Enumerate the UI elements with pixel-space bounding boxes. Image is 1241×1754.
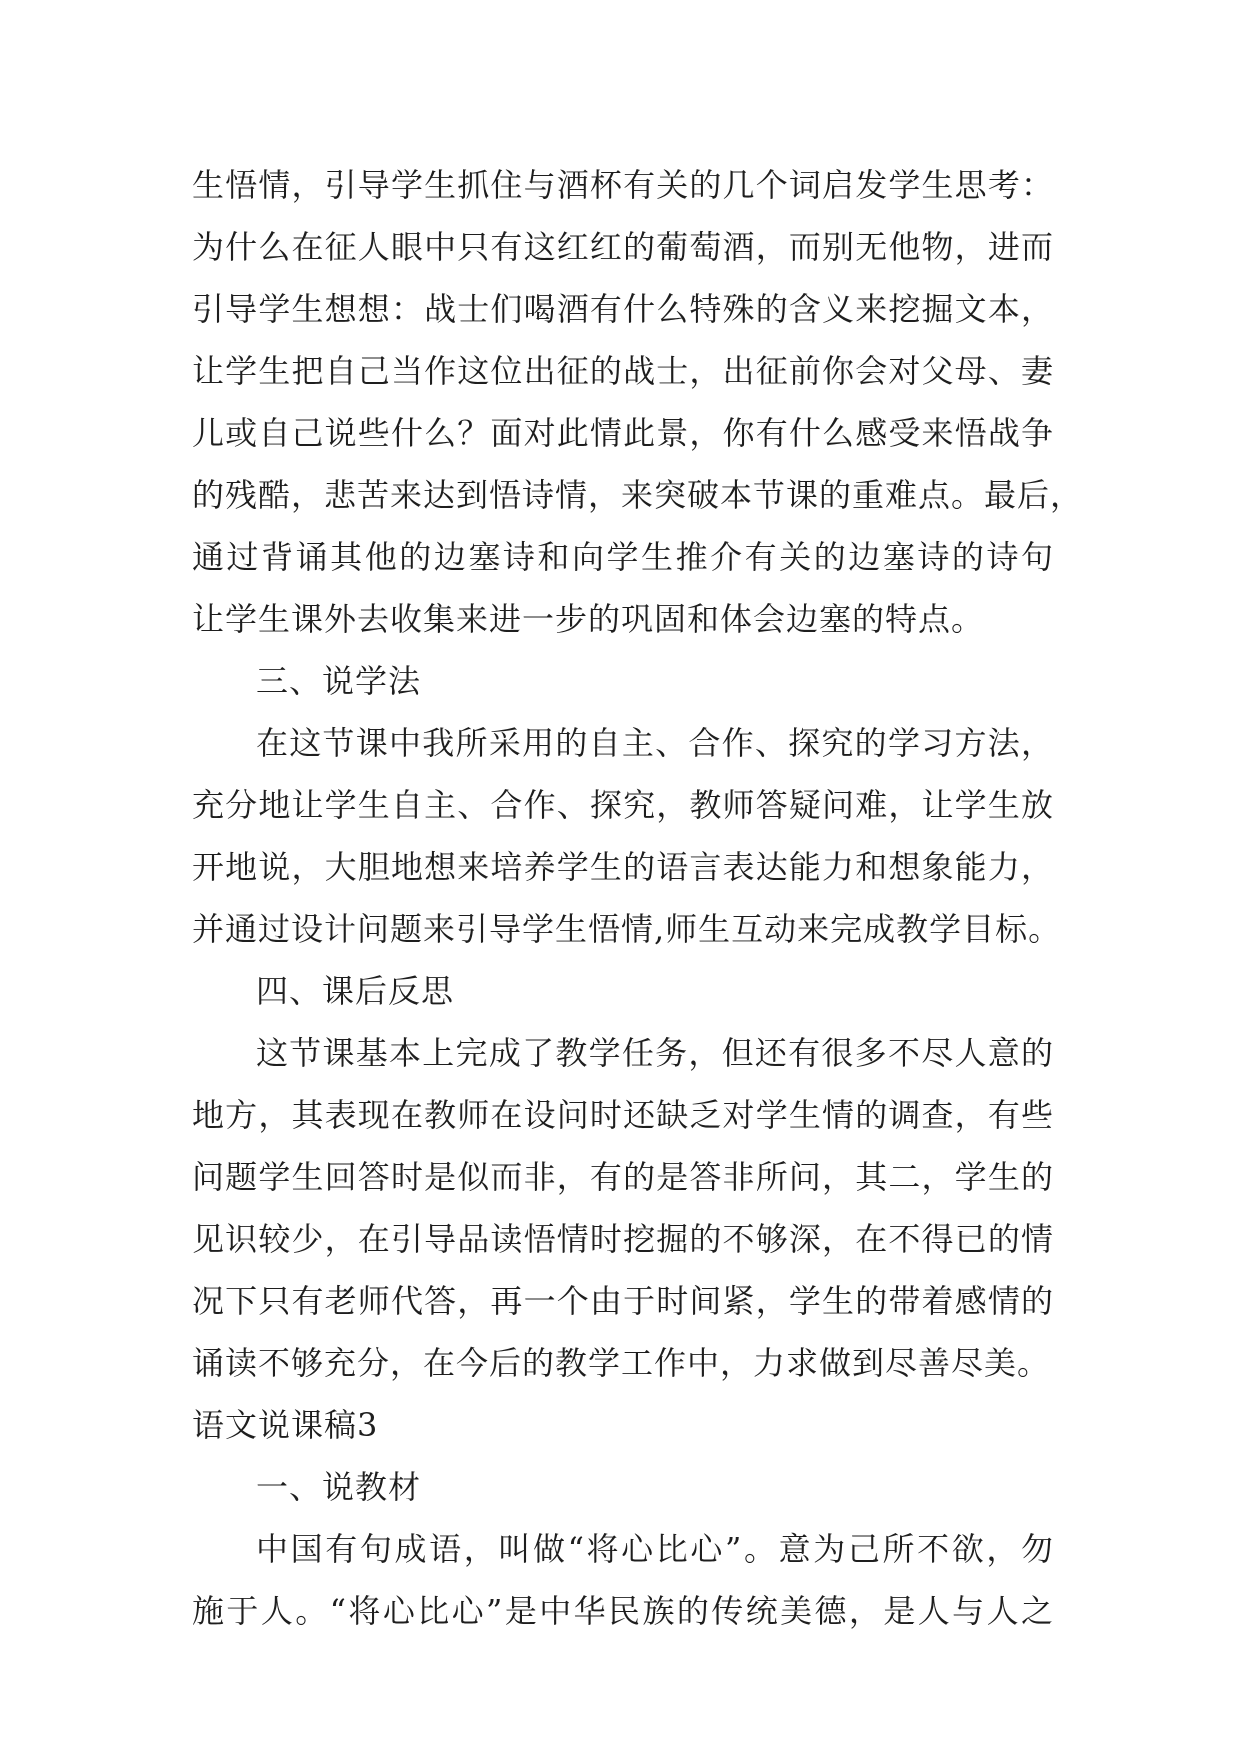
section-heading: 三、说学法 xyxy=(256,662,422,700)
text-line: 在这节课中我所采用的自主、合作、探究的学习方法， xyxy=(256,724,1054,762)
document-title: 语文说课稿3 xyxy=(192,1406,379,1444)
section-heading: 四、课后反思 xyxy=(256,972,455,1010)
text-line: 问题学生回答时是似而非，有的是答非所问，其二，学生的 xyxy=(192,1158,1054,1196)
text-line: 诵读不够充分，在今后的教学工作中，力求做到尽善尽美。 xyxy=(192,1344,1051,1382)
text-line: 让学生课外去收集来进一步的巩固和体会边塞的特点。 xyxy=(192,600,985,638)
section-heading: 一、说教材 xyxy=(256,1468,422,1506)
text-line: 儿或自己说些什么？面对此情此景，你有什么感受来悟战争 xyxy=(192,414,1054,452)
text-line: 并通过设计问题来引导学生悟情,师生互动来完成教学目标。 xyxy=(192,910,1062,948)
text-line: 这节课基本上完成了教学任务，但还有很多不尽人意的 xyxy=(256,1034,1054,1072)
text-line: 通过背诵其他的边塞诗和向学生推介有关的边塞诗的诗句 xyxy=(192,538,1054,576)
text-line: 况下只有老师代答，再一个由于时间紧，学生的带着感情的 xyxy=(192,1282,1054,1320)
text-line: 施于人。“将心比心”是中华民族的传统美德，是人与人之 xyxy=(192,1592,1054,1630)
text-line: 让学生把自己当作这位出征的战士，出征前你会对父母、妻 xyxy=(192,352,1054,390)
text-line: 开地说，大胆地想来培养学生的语言表达能力和想象能力， xyxy=(192,848,1054,886)
text-line: 充分地让学生自主、合作、探究，教师答疑问难，让学生放 xyxy=(192,786,1054,824)
text-line: 地方，其表现在教师在设问时还缺乏对学生情的调查，有些 xyxy=(192,1096,1054,1134)
text-line: 为什么在征人眼中只有这红红的葡萄酒，而别无他物，进而 xyxy=(192,228,1054,266)
text-line: 的残酷，悲苦来达到悟诗情，来突破本节课的重难点。最后， xyxy=(192,476,1084,514)
text-line: 生悟情，引导学生抓住与酒杯有关的几个词启发学生思考： xyxy=(192,166,1054,204)
text-line: 引导学生想想：战士们喝酒有什么特殊的含义来挖掘文本， xyxy=(192,290,1054,328)
text-line: 见识较少，在引导品读悟情时挖掘的不够深，在不得已的情 xyxy=(192,1220,1054,1258)
text-line: 中国有句成语，叫做“将心比心”。意为己所不欲，勿 xyxy=(256,1530,1054,1568)
